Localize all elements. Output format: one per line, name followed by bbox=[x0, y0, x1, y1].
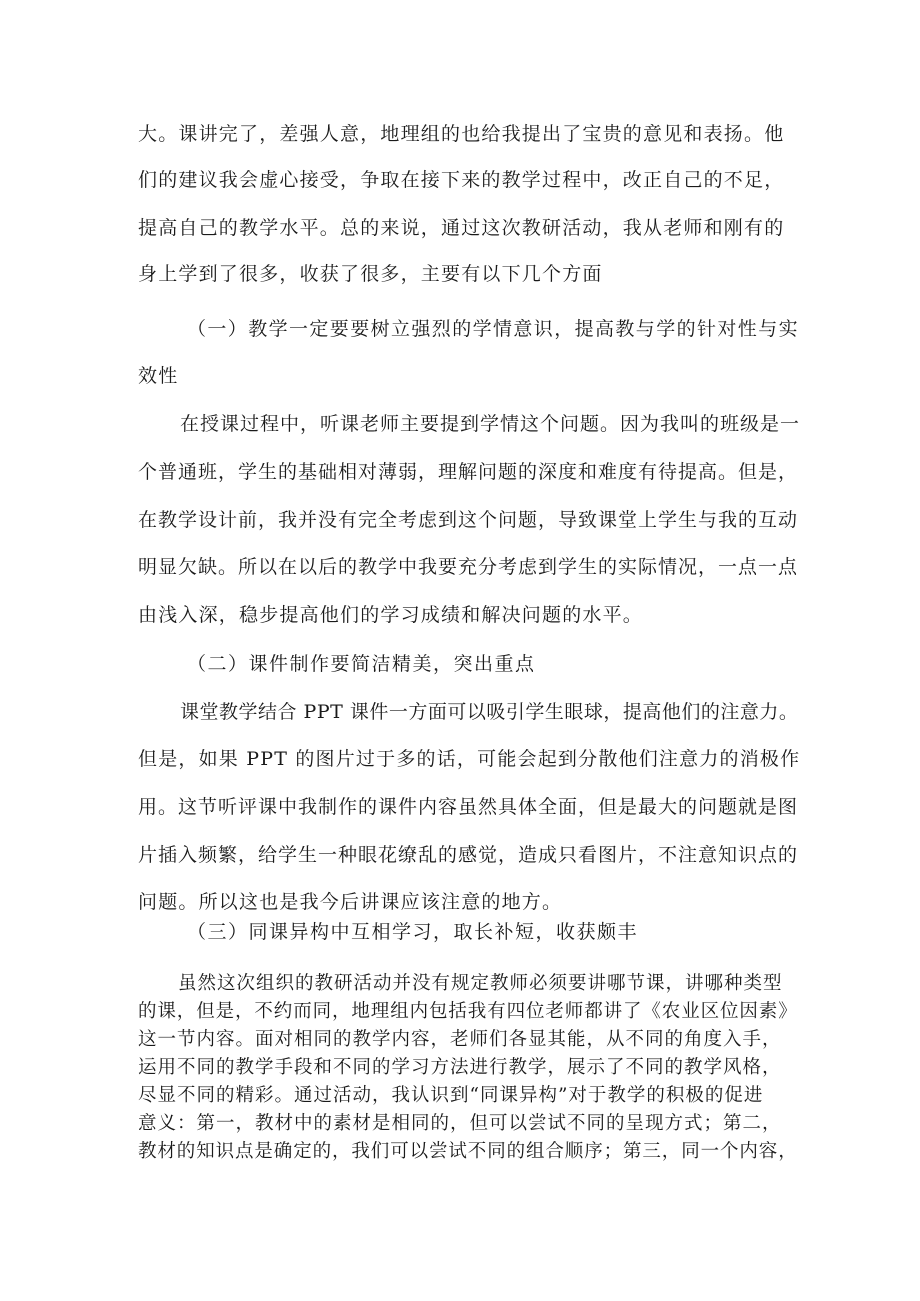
intro-line-2: 们的建议我会虚心接受，争取在接下来的教学过程中，改正自己的不足， bbox=[138, 169, 785, 191]
section-1-body-line-3: 在教学设计前，我并没有完全考虑到这个问题，导致课堂上学生与我的互动 bbox=[138, 509, 799, 531]
section-3-body-line-3: 这一节内容。面对相同的教学内容，老师们各显其能，从不同的角度入手， bbox=[138, 1029, 782, 1050]
section-1-body-line-2: 个普通班，学生的基础相对薄弱，理解问题的深度和难度有待提高。但是， bbox=[138, 461, 799, 483]
section-3-body-line-5: 尽显不同的精彩。通过活动，我认识到“同课异构”对于教学的积极的促进 bbox=[138, 1085, 764, 1106]
section-3-body-line-1: 虽然这次组织的教研活动并没有规定教师必须要讲哪节课，讲哪种类型 bbox=[178, 973, 783, 994]
section-2-body-line-1: 课堂教学结合 PPT 课件一方面可以吸引学生眼球，提高他们的注意力。 bbox=[180, 701, 799, 723]
section-3-body-line-6: 意义：第一，教材中的素材是相同的，但可以尝试不同的呈现方式；第二， bbox=[138, 1113, 782, 1134]
section-3-body-line-2: 的课，但是，不约而同，地理组内包括我有四位老师都讲了《农业区位因素》 bbox=[138, 1001, 798, 1022]
section-2-body-line-3: 用。这节听评课中我制作的课件内容虽然具体全面，但是最大的问题就是图 bbox=[138, 796, 799, 818]
section-3-body-line-4: 运用不同的教学手段和不同的学习方法进行教学，展示了不同的教学风格， bbox=[138, 1057, 782, 1078]
intro-line-1: 大。课讲完了，差强人意，地理组的也给我提出了宝贵的意见和表扬。他 bbox=[138, 123, 785, 145]
section-1-heading-line-1: （一）教学一定要要树立强烈的学情意识，提高教与学的针对性与实 bbox=[187, 318, 800, 340]
section-2-body-line-4: 片插入频繁，给学生一种眼花缭乱的感觉，造成只看图片，不注意知识点的 bbox=[138, 844, 799, 866]
intro-line-3: 提高自己的教学水平。总的来说，通过这次教研活动，我从老师和刚有的 bbox=[138, 217, 785, 239]
section-1-heading-line-2: 效性 bbox=[138, 365, 179, 387]
section-1-body-line-5: 由浅入深，稳步提高他们的学习成绩和解决问题的水平。 bbox=[138, 604, 644, 626]
section-1-body-line-1: 在授课过程中，听课老师主要提到学情这个问题。因为我叫的班级是一 bbox=[180, 413, 801, 435]
intro-line-4: 身上学到了很多，收获了很多，主要有以下几个方面 bbox=[138, 263, 603, 285]
section-2-body-line-5: 问题。所以这也是我今后讲课应该注意的地方。 bbox=[138, 891, 563, 913]
section-1-body-line-4: 明显欠缺。所以在以后的教学中我要充分考虑到学生的实际情况，一点一点 bbox=[138, 556, 799, 578]
section-2-heading: （二）课件制作要简洁精美，突出重点 bbox=[187, 653, 536, 675]
section-3-body-line-7: 教材的知识点是确定的，我们可以尝试不同的组合顺序；第三，同一个内容， bbox=[138, 1141, 798, 1162]
section-2-body-line-2: 但是，如果 PPT 的图片过于多的话，可能会起到分散他们注意力的消极作 bbox=[138, 748, 801, 770]
section-3-heading: （三）同课异构中互相学习，取长补短，收获颇丰 bbox=[187, 921, 639, 943]
